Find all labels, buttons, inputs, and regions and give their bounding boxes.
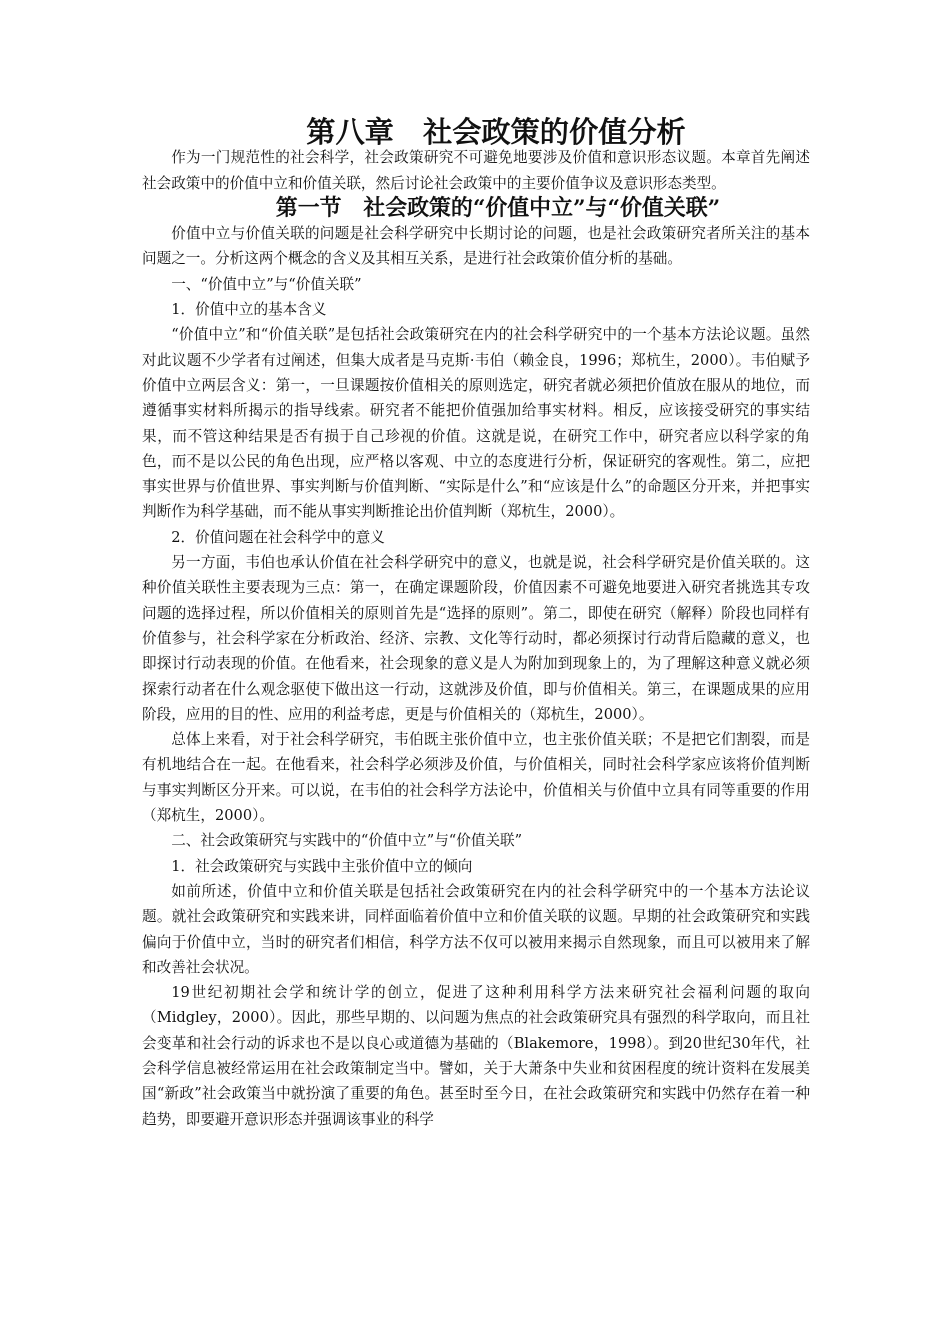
document-page xyxy=(142,115,810,1132)
chapter-intro: 作为一门规范性的社会科学，社会政策研究不可避免地要涉及价值和意识形态议题。本章首先阐述社会政策中的价值中立和价值关联，然后讨论社会政策中的主要价值争议及意识形态类型。 xyxy=(142,149,810,192)
part1-heading: 一、“价值中立”与“价值关联” xyxy=(171,275,362,293)
chapter-title: 第八章 社会政策的价值分析 xyxy=(306,115,686,149)
sub2-paragraph-1: 另一方面，韦伯也承认价值在社会科学研究中的意义，也就是说，社会科学研究是价值关联的。这种价值关联性主要表现为三点：第一，在确定课题阶段，价值因素不可避免地要进入研究者挑选其专攻问题的选择过程，所以价值相关的原则首先是“选择的原则”。第二，即使在研究（解释）阶段也同样有价值参与，社会科学家在分析政治、经济、宗教、文化等行动时，都必须探讨行动背后隐藏的意义，也即探讨行动表现的价值。在他看来，社会现象的意义是人为附加到现象上的，为了理解这种意义就必须探索行动者在什么观念驱使下做出这一行动，这就涉及价值，即与价值相关。第三，在课题成果的应用阶段，应用的目的性、应用的利益考虑，更是与价值相关的（郑杭生，2000）。 xyxy=(142,554,810,723)
sub1-paragraph: “价值中立”和“价值关联”是包括社会政策研究在内的社会科学研究中的一个基本方法论议题。虽然对此议题不少学者有过阐述，但集大成者是马克斯·韦伯（赖金良，1996；郑杭生，2000）。韦伯赋予价值中立两层含义：第一，一旦课题按价值相关的原则选定，研究者就必须把价值放在服从的地位，而遵循事实材料所揭示的指导线索。研究者不能把价值强加给事实材料。相反，应该接受研究的事实结果，而不管这种结果是否有损于自己珍视的价值。这就是说，在研究工作中，研究者应以科学家的角色，而不是以公民的角色出现，应严格以客观、中立的态度进行分析，保证研究的客观性。第二，应把事实世界与价值世界、事实判断与价值判断、“实际是什么”和“应该是什么”的命题区分开来，并把事实判断作为科学基础，而不能从事实判断推论出价值判断（郑杭生，2000）。 xyxy=(142,326,810,521)
sub3-paragraph-2: 19世纪初期社会学和统计学的创立，促进了这种利用科学方法来研究社会福利问题的取向（Midgley，2000）。因此，那些早期的、以问题为焦点的社会政策研究具有强烈的科学取向，而且社会变革和社会行动的诉求也不是以良心或道德为基础的（Blakemore，1998）。到20世纪30年代，社会科学信息被经常运用在社会政策制定当中。譬如，关于大萧条中失业和贫困程度的统计资料在发展美国“新政”社会政策当中就扮演了重要的角色。甚至时至今日，在社会政策研究和实践中仍然存在着一种趋势，即要避开意识形态并强调该事业的科学 xyxy=(142,984,810,1128)
sub2-paragraph-2: 总体上来看，对于社会科学研究，韦伯既主张价值中立，也主张价值关联；不是把它们割裂，而是有机地结合在一起。在他看来，社会科学必须涉及价值，与价值相关，同时社会科学家应该将价值判断与事实判断区分开来。可以说，在韦伯的社会科学方法论中，价值相关与价值中立具有同等重要的作用（郑杭生，2000）。 xyxy=(142,731,810,825)
section-title: 第一节 社会政策的“价值中立”与“价值关联” xyxy=(275,194,721,221)
sub1-heading: 1．价值中立的基本含义 xyxy=(171,301,327,319)
sub2-heading: 2．价值问题在社会科学中的意义 xyxy=(171,528,385,546)
section-intro: 价值中立与价值关联的问题是社会科学研究中长期讨论的问题，也是社会政策研究者所关注的基本问题之一。分析这两个概念的含义及其相互关系，是进行社会政策价值分析的基础。 xyxy=(142,225,810,268)
sub3-heading: 1．社会政策研究与实践中主张价值中立的倾向 xyxy=(171,857,473,875)
part2-heading: 二、社会政策研究与实践中的“价值中立”与“价值关联” xyxy=(171,832,523,850)
sub3-paragraph-1: 如前所述，价值中立和价值关联是包括社会政策研究在内的社会科学研究中的一个基本方法论议题。就社会政策研究和实践来讲，同样面临着价值中立和价值关联的议题。早期的社会政策研究和实践偏向于价值中立，当时的研究者们相信，科学方法不仅可以被用来揭示自然现象，而且可以被用来了解和改善社会状况。 xyxy=(142,882,810,976)
